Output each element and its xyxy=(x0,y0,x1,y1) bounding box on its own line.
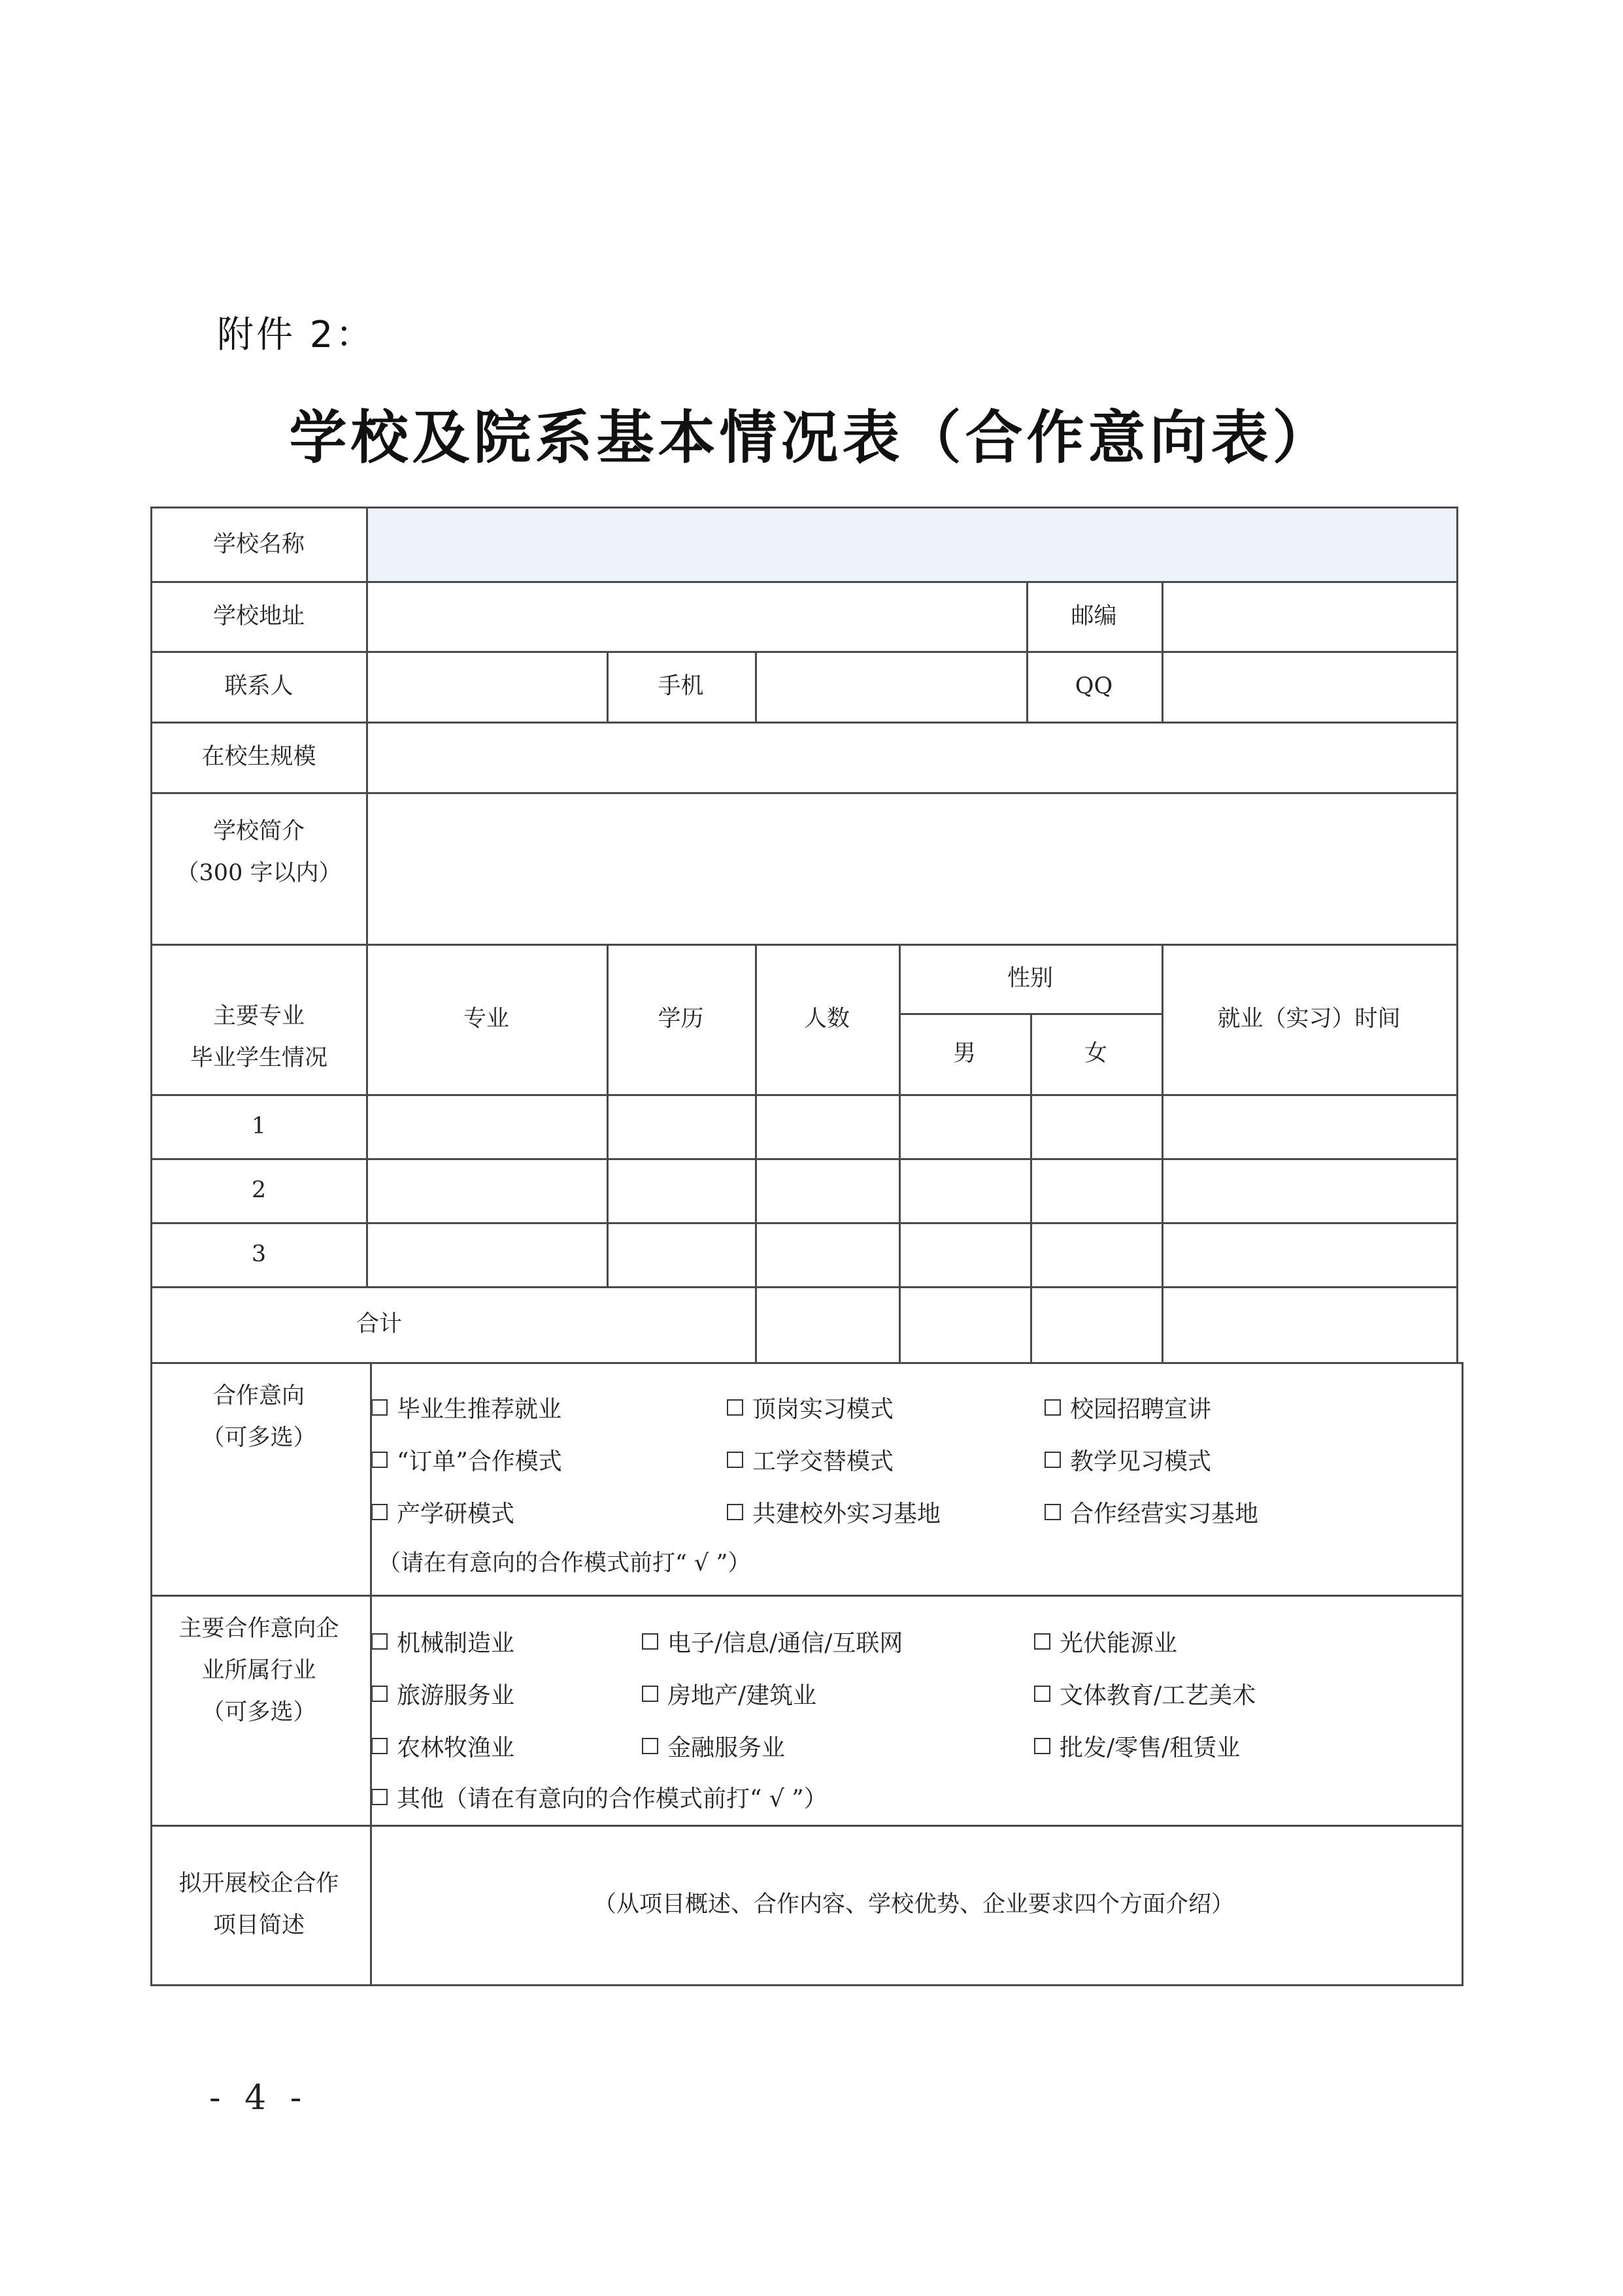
coop-option-6[interactable] xyxy=(1045,1443,1211,1476)
table-rule-vertical xyxy=(1026,581,1028,722)
graduates-label-line2: 毕业学生情况 xyxy=(190,1045,327,1071)
row-number-2: 2 xyxy=(251,1177,267,1203)
industry-option-other[interactable] xyxy=(371,1780,828,1814)
cooperation-note: （请在有意向的合作模式前打“ √ ”） xyxy=(378,1550,751,1576)
industry-option-7[interactable] xyxy=(371,1729,514,1763)
coop-option-label: 顶岗实习模式 xyxy=(752,1396,894,1423)
coop-option-label: 共建校外实习基地 xyxy=(752,1501,941,1527)
industry-label-line3: （可多选） xyxy=(201,1699,316,1725)
table-rule xyxy=(150,722,1457,724)
document-title: 学校及院系基本情况表（合作意向表） xyxy=(289,404,1334,471)
graduates-label xyxy=(152,944,366,1094)
school-name-label: 学校名称 xyxy=(212,531,305,557)
table-rule xyxy=(150,1825,1464,1827)
enrollment-label: 在校生规模 xyxy=(201,744,316,770)
project-description-field[interactable] xyxy=(366,1825,1462,1984)
coop-option-1[interactable] xyxy=(371,1391,561,1424)
checkbox-icon[interactable] xyxy=(1045,1452,1061,1468)
row-number-1: 1 xyxy=(251,1113,267,1139)
mobile-label: 手机 xyxy=(658,673,704,699)
checkbox-icon[interactable] xyxy=(642,1738,658,1754)
checkbox-icon[interactable] xyxy=(371,1789,388,1805)
enrollment-field[interactable] xyxy=(366,722,1456,792)
checkbox-icon[interactable] xyxy=(727,1452,743,1468)
checkbox-icon[interactable] xyxy=(727,1399,743,1416)
coop-option-9[interactable] xyxy=(1045,1495,1258,1529)
project-label xyxy=(152,1825,366,1984)
industry-option-3[interactable] xyxy=(1034,1625,1177,1658)
col-male-header: 男 xyxy=(952,1040,976,1067)
coop-option-label: “订单”合作模式 xyxy=(397,1448,562,1475)
table-rule-vertical xyxy=(1030,1013,1032,1363)
checkbox-icon[interactable] xyxy=(371,1686,388,1702)
industry-option-1[interactable] xyxy=(371,1625,514,1658)
table-rule xyxy=(150,1595,1464,1597)
attachment-label: 附件 2： xyxy=(217,314,375,356)
checkbox-icon[interactable] xyxy=(642,1633,658,1650)
table-rule xyxy=(150,1094,1457,1096)
coop-option-2[interactable] xyxy=(727,1391,894,1424)
cooperation-label-line2: （可多选） xyxy=(201,1425,316,1451)
page-number: - 4 - xyxy=(209,2078,309,2118)
checkbox-icon[interactable] xyxy=(1034,1633,1050,1650)
checkbox-icon[interactable] xyxy=(1034,1738,1050,1754)
table-rule-vertical xyxy=(899,944,901,1363)
industry-option-label: 金融服务业 xyxy=(667,1735,786,1761)
table-border-right-lower xyxy=(1462,1362,1464,1986)
coop-option-7[interactable] xyxy=(371,1495,514,1529)
contact-label: 联系人 xyxy=(224,673,293,699)
col-gender-header: 性别 xyxy=(1007,965,1053,991)
table-rule xyxy=(150,651,1457,653)
industry-option-label: 光伏能源业 xyxy=(1060,1630,1178,1657)
project-hint: （从项目概述、合作内容、学校优势、企业要求四个方面介绍） xyxy=(593,1891,1234,1918)
checkbox-icon[interactable] xyxy=(1045,1504,1061,1520)
col-count-header: 人数 xyxy=(803,1006,850,1032)
coop-option-8[interactable] xyxy=(727,1495,941,1529)
table-rule xyxy=(150,1222,1457,1224)
coop-option-label: 毕业生推荐就业 xyxy=(397,1396,562,1423)
industry-option-label: 农林牧渔业 xyxy=(397,1735,515,1761)
qq-label: QQ xyxy=(1075,673,1113,699)
table-rule-vertical xyxy=(1162,581,1163,722)
mobile-field[interactable] xyxy=(755,651,1026,722)
cooperation-label-line1: 合作意向 xyxy=(212,1383,305,1409)
table-rule-vertical xyxy=(607,651,609,722)
cooperation-label xyxy=(152,1362,366,1595)
table-border-right-upper xyxy=(1456,507,1458,1363)
col-major-header: 专业 xyxy=(463,1006,509,1032)
school-address-label: 学校地址 xyxy=(212,603,305,629)
checkbox-icon[interactable] xyxy=(642,1686,658,1702)
coop-option-label: 校园招聘宣讲 xyxy=(1070,1396,1212,1423)
contact-field[interactable] xyxy=(366,651,607,722)
industry-option-4[interactable] xyxy=(371,1677,514,1710)
industry-label xyxy=(152,1595,366,1825)
checkbox-icon[interactable] xyxy=(371,1738,388,1754)
industry-option-label: 电子/信息/通信/互联网 xyxy=(667,1630,903,1657)
col-time-header: 就业（实习）时间 xyxy=(1217,1006,1401,1032)
coop-option-3[interactable] xyxy=(1045,1391,1211,1424)
industry-option-label: 其他（请在有意向的合作模式前打“ √ ”） xyxy=(397,1786,828,1812)
checkbox-icon[interactable] xyxy=(371,1504,388,1520)
graduates-label-line1: 主要专业 xyxy=(212,1003,305,1029)
industry-label-line1: 主要合作意向企 xyxy=(178,1616,339,1642)
industry-option-label: 旅游服务业 xyxy=(397,1682,515,1709)
school-intro-title: 学校简介 xyxy=(212,818,305,844)
table-rule-vertical xyxy=(755,944,757,1363)
industry-option-2[interactable] xyxy=(642,1625,903,1658)
coop-option-label: 教学见习模式 xyxy=(1070,1448,1212,1475)
coop-option-label: 产学研模式 xyxy=(397,1501,515,1527)
checkbox-icon[interactable] xyxy=(1045,1399,1061,1416)
table-border-bottom xyxy=(150,1984,1464,1986)
industry-option-6[interactable] xyxy=(1034,1677,1256,1710)
industry-option-5[interactable] xyxy=(642,1677,816,1710)
table-rule xyxy=(150,944,1457,946)
industry-option-label: 批发/零售/租赁业 xyxy=(1060,1735,1241,1761)
table-rule xyxy=(150,581,1457,583)
row-number-3: 3 xyxy=(251,1241,267,1267)
coop-option-label: 工学交替模式 xyxy=(752,1448,894,1475)
industry-option-label: 机械制造业 xyxy=(397,1630,515,1657)
table-rule-vertical xyxy=(370,1362,372,1985)
table-border-top xyxy=(150,507,1457,508)
table-rule xyxy=(150,792,1457,794)
postcode-field[interactable] xyxy=(1162,581,1456,651)
table-rule xyxy=(150,1286,1457,1288)
table-rule-vertical xyxy=(607,944,609,1287)
project-label-line1: 拟开展校企合作 xyxy=(178,1871,339,1897)
coop-option-5[interactable] xyxy=(727,1443,894,1476)
postcode-label: 邮编 xyxy=(1071,603,1117,629)
industry-option-label: 文体教育/工艺美术 xyxy=(1060,1682,1256,1709)
table-border-left xyxy=(150,507,152,1986)
checkbox-icon[interactable] xyxy=(727,1504,743,1520)
checkbox-icon[interactable] xyxy=(371,1399,388,1416)
industry-label-line2: 业所属行业 xyxy=(201,1657,316,1684)
col-degree-header: 学历 xyxy=(658,1006,704,1032)
table-rule xyxy=(150,1362,1464,1364)
school-name-field[interactable] xyxy=(366,507,1456,581)
school-intro-limit: （300 字以内） xyxy=(176,860,342,886)
school-intro-field[interactable] xyxy=(366,792,1456,944)
school-intro-label xyxy=(152,792,366,944)
checkbox-icon[interactable] xyxy=(371,1452,388,1468)
coop-option-label: 合作经营实习基地 xyxy=(1070,1501,1259,1527)
checkbox-icon[interactable] xyxy=(1034,1686,1050,1702)
industry-option-label: 房地产/建筑业 xyxy=(667,1682,817,1709)
table-rule xyxy=(150,1158,1457,1160)
school-address-field[interactable] xyxy=(366,581,1026,651)
industry-option-9[interactable] xyxy=(1034,1729,1240,1763)
coop-option-4[interactable] xyxy=(371,1443,562,1476)
checkbox-icon[interactable] xyxy=(371,1633,388,1650)
total-label: 合计 xyxy=(356,1311,402,1337)
table-rule-vertical xyxy=(366,507,368,1287)
project-label-line2: 项目简述 xyxy=(212,1912,305,1938)
qq-field[interactable] xyxy=(1162,651,1456,722)
table-rule-vertical xyxy=(755,651,757,722)
table-rule-vertical xyxy=(1162,944,1163,1363)
industry-option-8[interactable] xyxy=(642,1729,785,1763)
col-female-header: 女 xyxy=(1084,1040,1107,1067)
